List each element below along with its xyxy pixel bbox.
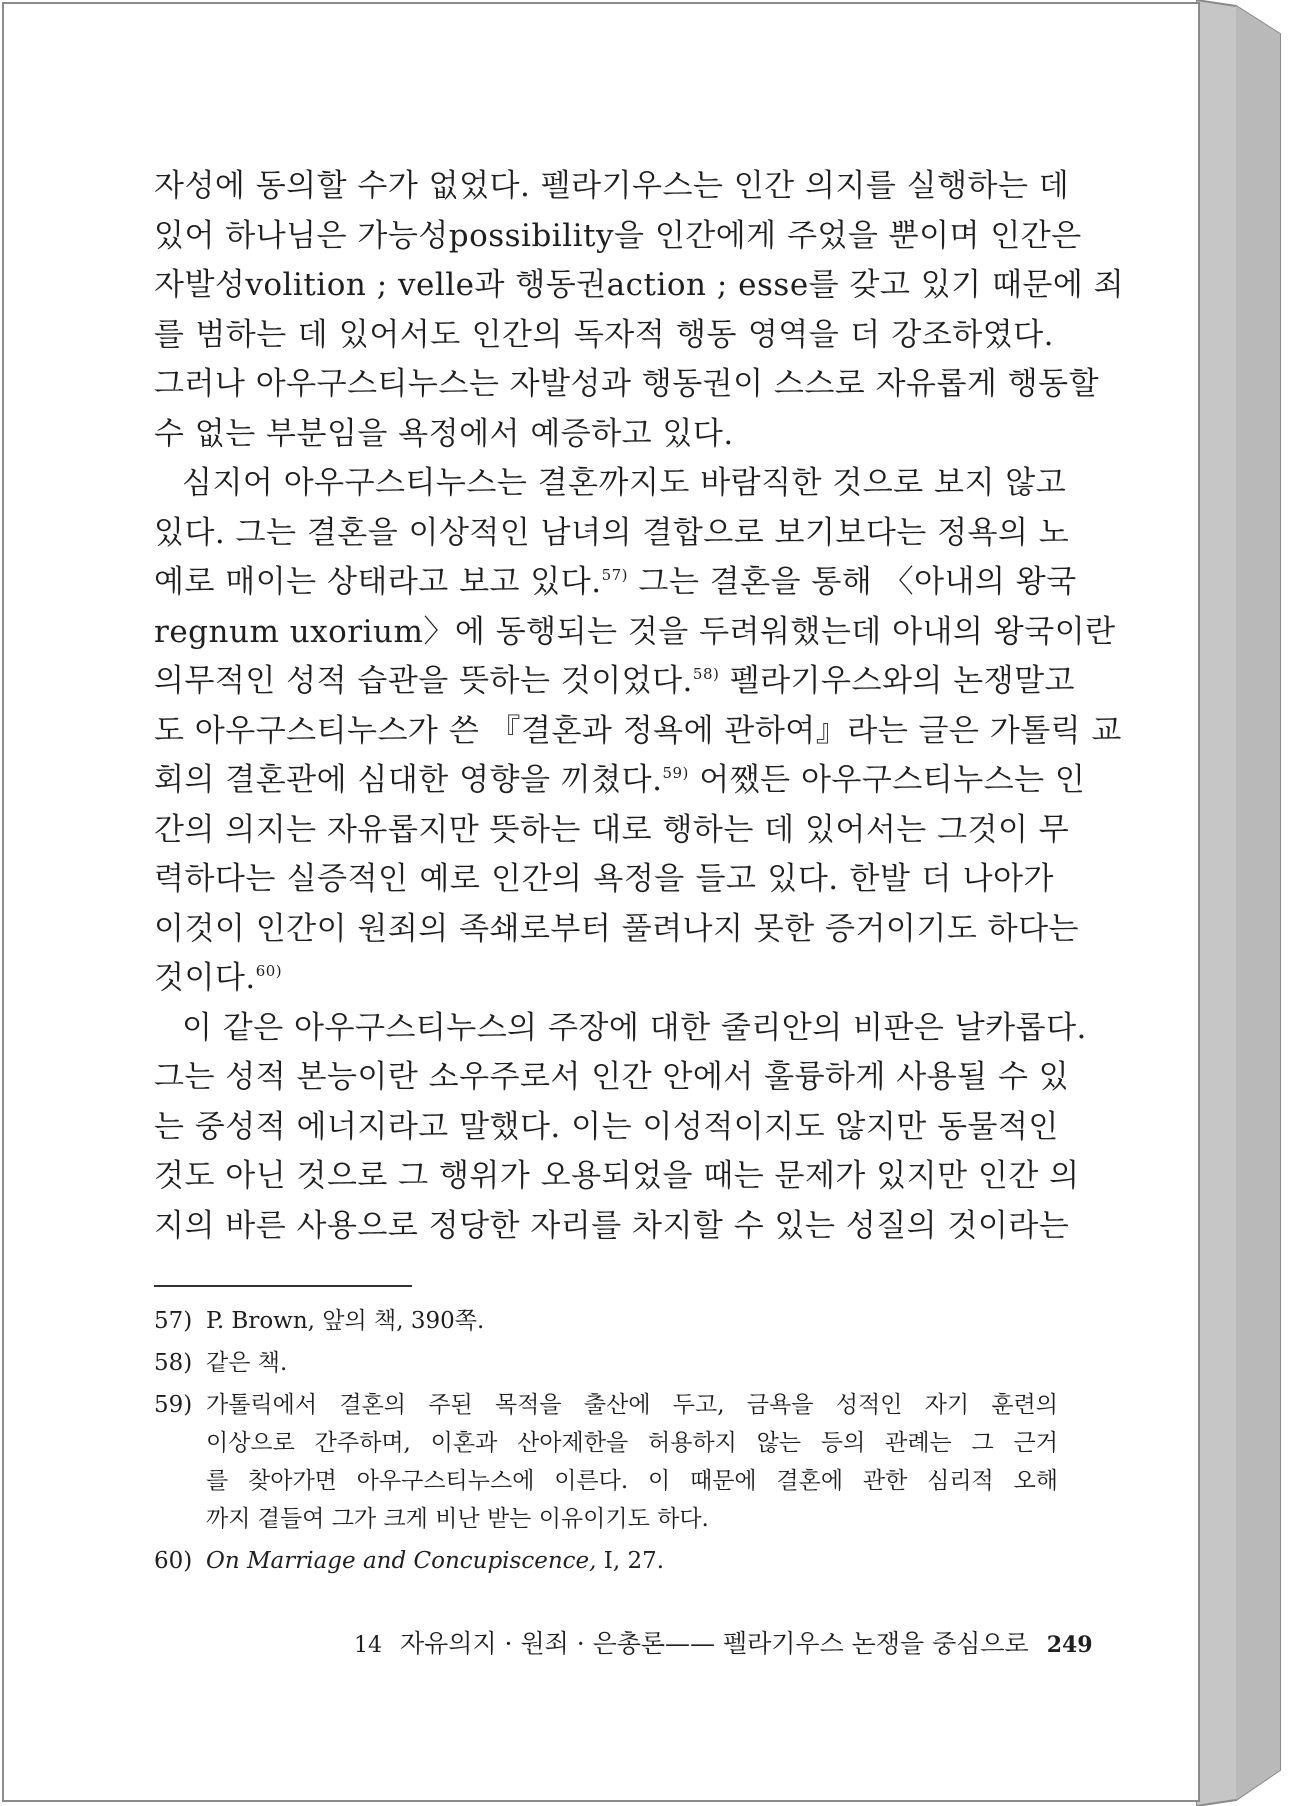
body-line	[154, 855, 1054, 905]
line-text: 예로 매이는 상태라고 보고 있다.	[154, 564, 602, 600]
footnote-58	[154, 1344, 1058, 1382]
citation-rest: Ⅰ, 27.	[596, 1548, 665, 1574]
body-line	[154, 657, 1075, 707]
line-text: 의무적인 성적 습관을 뜻하는 것이었다.	[154, 663, 693, 699]
body-line	[154, 1004, 1087, 1054]
line-text-continued: 펠라기우스와의 논쟁말고	[719, 663, 1075, 699]
body-text	[154, 162, 1125, 1251]
footnote-line: 를 찾아가면 아우구스티누스에 이른다. 이 때문에 결혼에 관한 심리적 오해	[206, 1468, 1058, 1494]
book-side-edge	[1196, 0, 1302, 1806]
body-line	[154, 162, 1070, 212]
line-text: 회의 결혼관에 심대한 영향을 끼쳤다.	[154, 762, 663, 798]
footnote-59	[154, 1386, 1058, 1538]
body-line	[154, 756, 1086, 806]
footnote-text: P. Brown, 앞의 책, 390쪽.	[206, 1308, 485, 1334]
line-text: 이 같은 아우구스티누스의 주장에 대한 줄리안의 비판은 날카롭다.	[182, 1009, 1087, 1046]
body-line	[154, 905, 1079, 955]
body-line	[154, 1053, 1070, 1103]
footnote-line: 가톨릭에서 결혼의 주된 목적을 출산에 두고, 금욕을 성적인 자기 훈련의	[206, 1392, 1058, 1418]
footnote-text: 같은 책.	[206, 1350, 288, 1376]
running-title: 자유의지 · 원죄 · 은총론—— 펠라기우스 논쟁을 중심으로	[400, 1629, 1029, 1658]
body-line	[154, 509, 1070, 559]
line-text: 지의 바른 사용으로 정당한 자리를 차지할 수 있는 성질의 것이라는	[154, 1207, 1070, 1244]
body-line	[154, 459, 1067, 509]
line-text: 있다. 그는 결혼을 이상적인 남녀의 결합으로 보기보다는 정욕의 노	[154, 514, 1070, 551]
running-footer	[354, 1624, 1093, 1660]
line-text: 를 범하는 데 있어서도 인간의 독자적 행동 영역을 더 강조하였다.	[154, 316, 1054, 353]
line-text: 있어 하나님은 가능성possibility을 인간에게 주었을 뿐이며 인간은	[154, 217, 1082, 254]
body-line	[154, 311, 1054, 361]
line-text: 자발성volition ; velle과 행동권action ; esse를 갖고 있기 때문에 죄	[154, 267, 1125, 303]
line-text: 심지어 아우구스티누스는 결혼까지도 바람직한 것으로 보지 않고	[182, 465, 1067, 501]
footnote-rule	[154, 1285, 412, 1287]
line-text: 것이다.	[154, 960, 256, 996]
footnote-number: 58)	[154, 1350, 193, 1376]
line-text: 는 중성적 에너지라고 말했다. 이는 이성적이지도 않지만 동물적인	[154, 1108, 1059, 1145]
body-line	[154, 1103, 1059, 1153]
body-line	[154, 261, 1125, 311]
line-text: 수 없는 부분임을 욕정에서 예증하고 있다.	[154, 415, 734, 452]
footnote-ref[interactable]: 58)	[692, 665, 720, 683]
footnote-ref[interactable]: 59)	[662, 764, 689, 782]
body-line	[154, 707, 1122, 757]
body-line	[154, 360, 1100, 410]
line-text-continued: 그는 결혼을 통해 〈아내의 왕국	[628, 564, 1077, 600]
body-line	[154, 212, 1082, 262]
line-text: 것도 아닌 것으로 그 행위가 오용되었을 때는 문제가 있지만 인간 의	[154, 1158, 1080, 1194]
line-text: 그러나 아우구스티누스는 자발성과 행동권이 스스로 자유롭게 행동할	[154, 366, 1100, 402]
body-line	[154, 410, 1054, 460]
footnote-line: 까지 곁들여 그가 크게 비난 받는 이유이기도 하다.	[206, 1506, 709, 1532]
body-line	[154, 806, 1070, 856]
footnote-number: 57)	[154, 1308, 193, 1334]
line-text: 도 아우구스티누스가 쓴 『결혼과 정욕에 관하여』라는 글은 가톨릭 교	[154, 712, 1122, 749]
footnote-line: 이상으로 간주하며, 이혼과 산아제한을 허용하지 않는 등의 관례는 그 근거	[206, 1430, 1058, 1456]
body-line	[154, 954, 1054, 1004]
body-line	[154, 558, 1077, 608]
footnote-ref[interactable]: 60)	[255, 962, 283, 980]
footnotes	[154, 1302, 1058, 1584]
line-text: 간의 의지는 자유롭지만 뜻하는 대로 행하는 데 있어서는 그것이 무	[154, 811, 1070, 848]
line-text-continued: 어쨌든 아우구스티누스는 인	[688, 762, 1086, 798]
footnote-60	[154, 1542, 1058, 1580]
book-title: On Marriage and Concupiscence,	[206, 1548, 597, 1574]
body-line	[154, 1152, 1080, 1202]
footnote-number: 59)	[154, 1392, 193, 1418]
page-number: 249	[1046, 1632, 1093, 1658]
line-text: 그는 성적 본능이란 소우주로서 인간 안에서 훌륭하게 사용될 수 있	[154, 1059, 1070, 1095]
page-sheet	[2, 2, 1200, 1802]
body-line	[154, 608, 1116, 658]
line-text: 자성에 동의할 수가 없었다. 펠라기우스는 인간 의지를 실행하는 데	[154, 168, 1070, 204]
line-text: 력하다는 실증적인 예로 인간의 욕정을 들고 있다. 한발 더 나아가	[154, 861, 1054, 897]
body-line	[154, 1202, 1070, 1252]
footnote-number: 60)	[154, 1548, 193, 1574]
line-text: regnum uxorium〉에 동행되는 것을 두려워했는데 아내의 왕국이란	[154, 613, 1116, 650]
line-text: 이것이 인간이 원죄의 족쇄로부터 풀려나지 못한 증거이기도 하다는	[154, 910, 1079, 947]
chapter-number: 14	[354, 1633, 382, 1658]
footnote-ref[interactable]: 57)	[601, 566, 629, 584]
footnote-57	[154, 1302, 1058, 1340]
